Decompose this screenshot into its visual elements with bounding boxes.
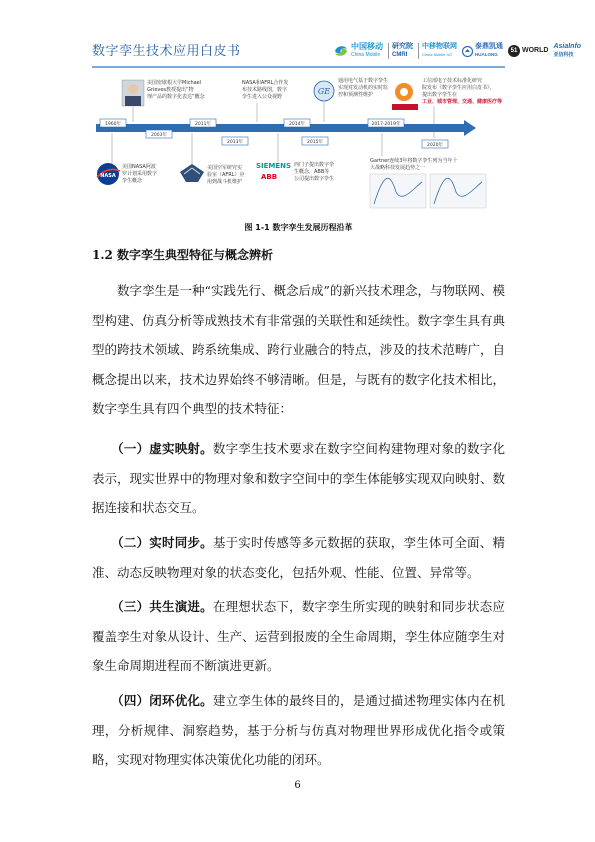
event-1960-line2: 罗计划采用数字 [122, 171, 158, 177]
paragraph-lead: （二）实时同步。 [92, 535, 213, 550]
abb-logo: ABB [260, 173, 278, 181]
event-2013-line2: 验室（AFRL）应 [207, 172, 245, 178]
event-2003-line3: 理产品的数字化表达”概念 [147, 94, 205, 100]
year-tag-2015 [302, 137, 328, 145]
event-2015-line2: 生概念，ABB等 [294, 169, 330, 175]
event-1960-line3: 孪生概念 [122, 178, 143, 184]
event-2020-line3: 提出数字孪生在 [422, 92, 458, 98]
china-mobile-swirl-icon [333, 44, 349, 58]
asiainfo-logo-name: AsiaInfo [553, 43, 582, 50]
asiainfo-logo-subname: 亚信科技 [553, 52, 574, 58]
event-2003-line2: Grieves教授提出“物 [147, 87, 194, 93]
paragraph-feature-2 [92, 528, 505, 587]
event-2020-highlight: 工业、城市管理、交通、健康医疗等 [422, 99, 503, 105]
paragraph-intro [92, 276, 505, 424]
year-label: 2017-2019年 [371, 122, 401, 127]
event-2013-line1: 美国空军研究实 [207, 165, 243, 171]
portrait-suit [125, 96, 141, 106]
year-tag-2003 [146, 130, 172, 138]
year-tag-2014 [284, 119, 310, 127]
nasa-logo-text: NASA [100, 173, 116, 179]
iot-logo-name: 中移物联网 [422, 43, 457, 50]
paragraph-text: 数字孪生是一种“实践先行、概念后成”的新兴技术理念，与物联网、模型构建、仿真分析等成熟技术有非常强的关联性和延续性。数字孪生具有典型的跨技术领域、跨系统集成、跨行业融合的特点，涉及的技术范畴广，自概念提出以来，技术边界始终不够清晰。但是，与既有的数字化技术相比，数字孪生具有四个典型的技术特征： [92, 283, 505, 417]
paragraph-text: 建立孪生体的最终目的，是通过描述物理实体内在机理，分析规律、洞察趋势，基于分析与仿真对物理世界形成优化指令或策略，实现对物理实体决策优化功能的闭环。 [92, 693, 505, 768]
paragraph-text: 在理想状态下，数字孪生所实现的映射和同步状态应覆盖孪生对象从设计、生产、运营到报废的全生命周期，孪生体应随孪生对象生命周期进程而不断演进更新。 [92, 599, 505, 674]
year-label: 1960年 [105, 122, 121, 127]
cmri-logo-name: 研究院 [392, 43, 413, 50]
cmri-logo-subname: CMRI [392, 52, 408, 58]
event-2014-line1: 通用电气基于数字孪生 [338, 78, 389, 84]
timeline-figure [92, 76, 505, 218]
event-gartner-line2: 大战略科技发展趋势之一 [370, 165, 426, 171]
event-2003-line1: 美国密歇根大学Michael [147, 80, 202, 86]
document-title: 数字孪生技术应用白皮书 [92, 44, 241, 59]
event-2011-line1: NASA和AFRL合作发 [242, 80, 289, 86]
event-1960-line1: 美国NASA阿波 [122, 164, 156, 170]
paragraph-feature-4 [92, 686, 505, 775]
year-label: 2013年 [227, 140, 243, 145]
year-tag-2020 [422, 140, 448, 148]
page-number: 6 [294, 780, 301, 791]
china-mobile-logo [333, 43, 383, 59]
siemens-logo: SIEMENS [256, 162, 292, 170]
year-tag-2011 [190, 119, 216, 127]
51world-logo-badge: 51 [508, 45, 520, 57]
51world-logo-name: WORLD [522, 47, 549, 54]
china-mobile-logo-name: 中国移动 [351, 42, 383, 51]
event-2015-line1: 西门子提出数字孪 [294, 162, 335, 168]
ge-logo-text: GE [317, 87, 331, 96]
partner-logos [333, 38, 581, 64]
asiainfo-logo [553, 43, 581, 59]
portrait-face [128, 84, 138, 94]
event-2013-line3: 用到战斗机维护 [207, 179, 243, 185]
paragraph-text: 数字孪生技术要求在数字空间构建物理对象的数字化表示，现实世界中的物理对象和数字空间中的孪生体能够实现双向映射、数据连接和状态交互。 [92, 441, 505, 516]
event-gartner-line1: Gartner连续3年将数字孪生列为当年十 [370, 158, 458, 164]
page-header [0, 0, 595, 70]
figure-caption: 图 1-1 数字孪生发展历程沿革 [244, 223, 353, 232]
paragraph-lead: （一）虚实映射。 [92, 441, 213, 456]
51world-logo [508, 45, 548, 57]
hualong-emblem-icon [462, 46, 473, 57]
iot-logo [418, 43, 457, 59]
timeline-illustration [92, 76, 505, 218]
event-2014-line2: 实现对发动机的实时监 [338, 85, 389, 91]
year-label: 2014年 [289, 122, 305, 127]
year-label: 2011年 [195, 122, 211, 127]
year-label: 2015年 [307, 140, 323, 145]
event-2020-line2: 院发布《数字孪生应用白皮书》， [422, 85, 495, 91]
section-heading: 1.2 数字孪生典型特征与概念辨析 [92, 248, 274, 262]
event-2014-line3: 控和预测性维护 [338, 92, 374, 98]
event-2011-line2: 布技术路线图，数字 [242, 87, 288, 93]
afrl-wing-icon [180, 164, 204, 182]
header-divider [92, 66, 505, 68]
year-tag-2013 [222, 137, 248, 145]
paragraph-feature-1 [92, 434, 505, 523]
report-cover-thumbnail [392, 104, 418, 110]
hualong-logo [462, 43, 503, 59]
year-tag-2017-2019 [368, 119, 404, 127]
year-label: 2003年 [151, 133, 167, 138]
event-2020-line1: 工信部电子技术标准化研究 [422, 78, 483, 84]
gear-hub [400, 88, 408, 96]
paragraph-text: 基于实时传感等多元数据的获取，孪生体可全面、精准、动态反映物理对象的状态变化，包括外观、性能、位置、异常等。 [92, 535, 505, 580]
paragraph-lead: （三）共生演进。 [92, 599, 213, 614]
year-tag-1960 [100, 119, 126, 127]
event-2015-line3: 公司提出数字孪生 [294, 176, 335, 182]
hualong-logo-name: 泰鼎凯通 [475, 43, 503, 50]
paragraph-feature-3 [92, 592, 505, 681]
iot-logo-subname: China Mobile IoT [422, 52, 453, 57]
year-label: 2020年 [427, 143, 443, 148]
event-2011-line3: 孪生进入公众视野 [242, 94, 283, 100]
hualong-logo-subname: HUALONG [475, 52, 498, 57]
paragraph-lead: （四）闭环优化。 [92, 693, 213, 708]
cmri-logo [388, 43, 413, 59]
china-mobile-logo-subname: China Mobile [351, 52, 381, 58]
